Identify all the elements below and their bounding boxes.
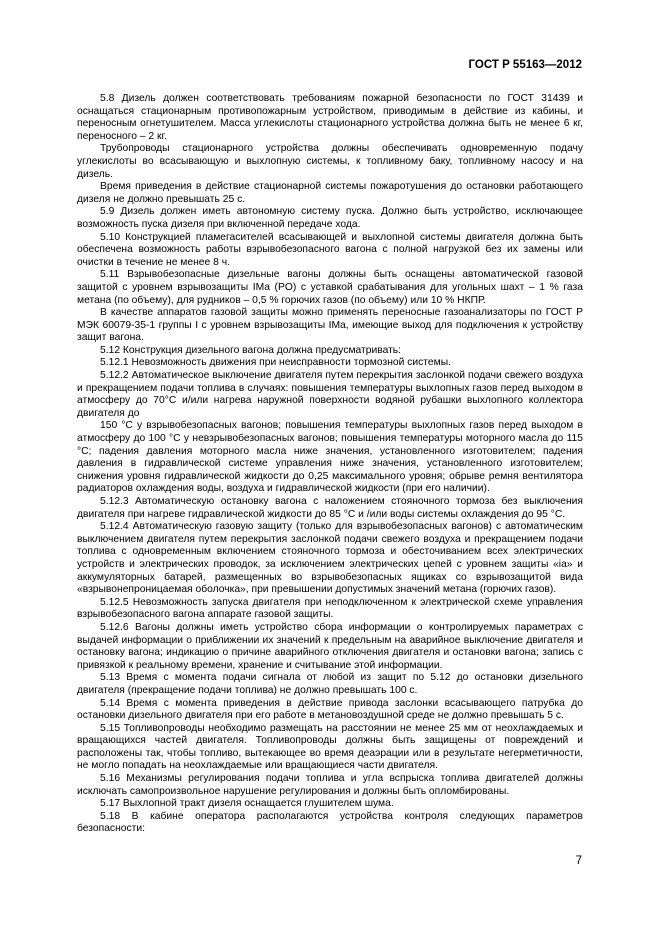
paragraph: В качестве аппаратов газовой защиты можно применять переносные газоанализаторы по ГОСТ Р МЭК 60079-35-1 группы I с уровнем взрывозащиты IMa, имеющие выход для подключения к устройству защит вагона. — [77, 307, 583, 344]
paragraph: 150 °С у взрывобезопасных вагонов; повышения температуры выхлопных газов перед выходом в атмосферу до 100 °С у невзрывобезопасных вагонов; повышения температуры моторного масла до 115 °С; падения давления моторного масла ниже значения, установленного изготовителем; падения давления в гидравлической системе управления ниже значения, установленного изготовителем; снижения уровня гидравлической жидкости до 0,25 максимального уровня; обрыве ремня вентилятора радиаторов охлаждения воды, воздуха и гидравлической жидкости (при его наличии). — [77, 420, 583, 495]
paragraph: 5.12.1 Невозможность движения при неисправности тормозной системы. — [100, 357, 451, 369]
paragraph: Время приведения в действие стационарной системы пожаротушения до остановки работающего дизеля не должно превышать 25 с. — [77, 181, 583, 205]
paragraph: 5.17 Выхлопной тракт дизеля оснащается глушителем шума. — [100, 798, 394, 810]
paragraph: 5.14 Время с момента приведения в действие привода заслонки всасывающего патрубка до остановки дизельного двигателя при его работе в метановоздушной среде не должно превышать 5 с. — [77, 697, 583, 722]
paragraph: 5.12.3 Автоматическую остановку вагона с наложением стояночного тормоза без выключения двигателя при нагреве гидравлической жидкости до 85 °С и /или воды системы охлаждения до 95 °С. — [77, 496, 583, 520]
paragraph: 5.12.2 Автоматическое выключение двигателя путем перекрытия заслонкой подачи свежего воздуха и прекращением подачи топлива в случаях: повышения температуры выхлопных газов перед выходом в атмосферу до 70°С и/или нагрева наружной поверхности водяной рубашки выхлопного коллектора двигателя до — [77, 370, 583, 419]
paragraph: 5.13 Время с момента подачи сигнала от любой из защит по 5.12 до остановки дизельного двигателя (прекращение подачи топлива) не должно превышать 100 с. — [77, 672, 583, 696]
page-number: 7 — [575, 855, 582, 867]
paragraph: 5.8 Дизель должен соответствовать требованиям пожарной безопасности по ГОСТ 31439 и оснащаться стационарным противопожарным устройством, приводимым в действие из кабины, и переносным огнетушителем. Масса углекислоты стационарного устройства должна быть не менее 6 кг, переносного – 2 кг. — [77, 93, 583, 142]
paragraph: Трубопроводы стационарного устройства должны обеспечивать одновременную подачу углекислоты во всасывающую и выхлопную системы, к топливному баку, топливному насосу и на дизель. — [77, 143, 583, 180]
document-body — [77, 93, 583, 836]
paragraph: 5.11 Взрывобезопасные дизельные вагоны должны быть оснащены автоматической газовой защитой с уровнем взрывозащиты IMa (PO) с уставкой срабатывания для угольных шахт – 1 % газа метана (по объему), для рудников – 0,5 % горючих газов (по объему) или 10 % НКПР. — [77, 269, 583, 306]
paragraph: 5.12.4 Автоматическую газовую защиту (только для взрывобезопасных вагонов) с автоматическим выключением двигателя путем перекрытия заслонкой подачи свежего воздуха и прекращением подачи топлива с одновременным включением стояночного тормоза и обесточиванием всех электрических устройств и электрических проводок, за исключением электрических цепей с уровнем защиты «ia» и аккумуляторных батарей, размещенных во взрывобезопасных ящиках со взрывозащитой вида «взрывонепроницаемая оболочка», при превышении допустимых значений метана (горючих газов). — [77, 521, 583, 596]
paragraph: 5.10 Конструкцией пламегасителей всасывающей и выхлопной системы двигателя должна быть обеспечена возможность работы взрывобезопасного вагона с полной нагрузкой без их замены или очистки в течение не менее 8 ч. — [77, 231, 583, 268]
paragraph: 5.12.5 Невозможность запуска двигателя при неподключенном к электрической схеме управления взрывобезопасного вагона аппарате газовой защиты. — [77, 596, 583, 621]
paragraph: 5.16 Механизмы регулирования подачи топлива и угла вспрыска топлива двигателей должны исключать самопроизвольное нарушение регулирования и должны быть опломбированы. — [77, 773, 583, 797]
paragraph: 5.12.6 Вагоны должны иметь устройство сбора информации о контролируемых параметрах с выдачей информации о приближении их значений к предельным на аварийное выключение двигателя и остановку вагона; индикацию о причине аварийного отключения двигателя и остановки вагона; запись с привязкой к реальному времени, хранение и считывание этой информации. — [77, 621, 583, 671]
paragraph: 5.18 В кабине оператора располагаются устройства контроля следующих параметров безопасности: — [77, 810, 583, 835]
paragraph: 5.15 Топливопроводы необходимо размещать на расстоянии не менее 25 мм от неохлаждаемых и вращающихся частей двигателя. Топливопроводы должны быть защищены от повреждений и расположены так, чтобы топливо, вытекающее во время деаэрации или в результате негерметичности, не могло попадать на неохлаждаемые или вращающиеся части двигателя. — [77, 722, 583, 772]
paragraph: 5.9 Дизель должен иметь автономную систему пуска. Должно быть устройство, исключающее возможность пуска дизеля при включенной передаче хода. — [77, 206, 583, 230]
standard-code-header: ГОСТ Р 55163—2012 — [468, 59, 582, 71]
paragraph: 5.12 Конструкция дизельного вагона должна предусматривать: — [100, 344, 402, 356]
